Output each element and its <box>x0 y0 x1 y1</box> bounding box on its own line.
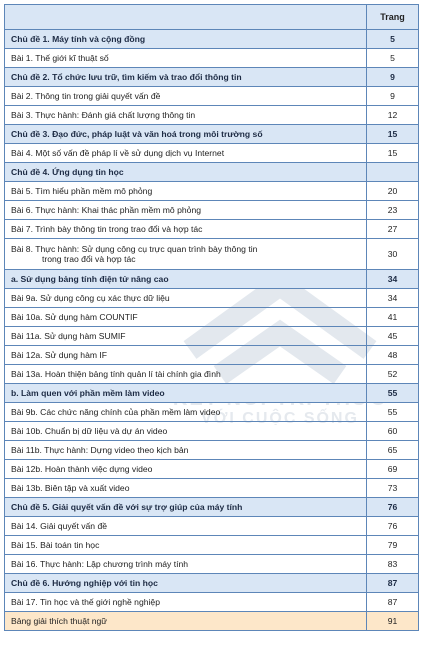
toc-entry-title <box>5 612 367 631</box>
toc-page-number: 69 <box>367 460 419 479</box>
toc-page-number: 87 <box>367 593 419 612</box>
toc-page-number: 79 <box>367 536 419 555</box>
toc-page-number: 12 <box>367 106 419 125</box>
toc-entry-text: Bài 8. Thực hành: Sử dụng công cụ trực quan trình bày thông tin <box>11 244 258 254</box>
toc-entry-title <box>5 365 367 384</box>
toc-entry-title <box>5 144 367 163</box>
toc-entry-title <box>5 87 367 106</box>
toc-page-number: 91 <box>367 612 419 631</box>
toc-entry-title <box>5 593 367 612</box>
toc-page-number: 5 <box>367 49 419 68</box>
toc-entry-title <box>5 460 367 479</box>
toc-lesson-row <box>5 593 419 612</box>
toc-entry-text: Bài 15. Bài toán tin học <box>11 540 100 550</box>
toc-lesson-row <box>5 239 419 270</box>
toc-lesson-row <box>5 87 419 106</box>
toc-entry-text: b. Làm quen với phần mềm làm video <box>11 388 165 398</box>
toc-entry-text: Bài 13a. Hoàn thiện bảng tính quản lí tài chính gia đình <box>11 369 221 379</box>
toc-page-number: 9 <box>367 68 419 87</box>
toc-chapter-row <box>5 574 419 593</box>
toc-entry-text: Chủ đề 3. Đạo đức, pháp luật và văn hoá trong môi trường số <box>11 129 263 139</box>
toc-lesson-row <box>5 536 419 555</box>
toc-lesson-row <box>5 365 419 384</box>
header-blank <box>5 5 367 30</box>
toc-entry-text: Bài 5. Tìm hiểu phần mềm mô phỏng <box>11 186 153 196</box>
toc-entry-text: Bài 12a. Sử dụng hàm IF <box>11 350 108 360</box>
toc-entry-text: Bài 12b. Hoàn thành việc dựng video <box>11 464 153 474</box>
toc-entry-title <box>5 182 367 201</box>
toc-page-number: 41 <box>367 308 419 327</box>
toc-lesson-row <box>5 144 419 163</box>
toc-entry-title <box>5 125 367 144</box>
toc-entry-text: Bài 4. Một số vấn đề pháp lí về sử dụng dịch vụ Internet <box>11 148 225 158</box>
toc-entry-title <box>5 346 367 365</box>
toc-chapter-row <box>5 125 419 144</box>
toc-entry-title <box>5 517 367 536</box>
toc-page-number: 9 <box>367 87 419 106</box>
toc-body <box>5 30 419 631</box>
toc-lesson-row <box>5 441 419 460</box>
toc-entry-text: Chủ đề 5. Giải quyết vấn đề với sự trợ giúp của máy tính <box>11 502 243 512</box>
toc-entry-text: Bảng giải thích thuật ngữ <box>11 616 108 626</box>
toc-entry-title <box>5 106 367 125</box>
toc-entry-text: Bài 9a. Sử dụng công cụ xác thực dữ liệu <box>11 293 170 303</box>
toc-entry-title <box>5 441 367 460</box>
toc-entry-title <box>5 30 367 49</box>
toc-entry-title <box>5 270 367 289</box>
toc-page-number: 83 <box>367 555 419 574</box>
toc-lesson-row <box>5 517 419 536</box>
toc-entry-text: Chủ đề 2. Tổ chức lưu trữ, tìm kiếm và trao đổi thông tin <box>11 72 242 82</box>
toc-lesson-row <box>5 403 419 422</box>
table-of-contents <box>4 4 419 631</box>
toc-lesson-row <box>5 308 419 327</box>
toc-entry-text: Bài 3. Thực hành: Đánh giá chất lượng thông tin <box>11 110 196 120</box>
toc-entry-text: Bài 14. Giải quyết vấn đề <box>11 521 108 531</box>
toc-entry-text: Bài 11b. Thực hành: Dựng video theo kịch bản <box>11 445 189 455</box>
toc-entry-title <box>5 308 367 327</box>
toc-chapter-row <box>5 163 419 182</box>
toc-lesson-row <box>5 479 419 498</box>
toc-entry-text: Chủ đề 4. Ứng dụng tin học <box>11 167 124 177</box>
toc-entry-text: Bài 1. Thế giới kĩ thuật số <box>11 53 109 63</box>
toc-entry-text: Bài 10a. Sử dụng hàm COUNTIF <box>11 312 138 322</box>
toc-entry-text: Bài 11a. Sử dụng hàm SUMIF <box>11 331 126 341</box>
toc-chapter-row <box>5 30 419 49</box>
toc-entry-title <box>5 289 367 308</box>
toc-entry-title <box>5 574 367 593</box>
toc-entry-text: Bài 17. Tin học và thế giới nghề nghiệp <box>11 597 160 607</box>
toc-entry-text: Bài 2. Thông tin trong giải quyết vấn đề <box>11 91 161 101</box>
toc-page-number: 60 <box>367 422 419 441</box>
toc-page-number: 73 <box>367 479 419 498</box>
toc-page-number: 48 <box>367 346 419 365</box>
toc-entry-text: Bài 16. Thực hành: Lập chương trình máy tính <box>11 559 189 569</box>
toc-entry-title <box>5 239 367 270</box>
toc-page-number: 27 <box>367 220 419 239</box>
toc-entry-title <box>5 403 367 422</box>
toc-page-number: 30 <box>367 239 419 270</box>
toc-entry-text: Chủ đề 1. Máy tính và cộng đồng <box>11 34 146 44</box>
toc-lesson-row <box>5 327 419 346</box>
toc-chapter-row <box>5 270 419 289</box>
toc-page-number: 15 <box>367 144 419 163</box>
toc-entry-text: Bài 7. Trình bày thông tin trong trao đổi và hợp tác <box>11 224 203 234</box>
toc-lesson-row <box>5 460 419 479</box>
toc-lesson-row <box>5 182 419 201</box>
toc-entry-title <box>5 422 367 441</box>
toc-entry-title <box>5 49 367 68</box>
toc-entry-title <box>5 498 367 517</box>
toc-lesson-row <box>5 422 419 441</box>
toc-chapter-row <box>5 68 419 87</box>
toc-entry-text: Bài 9b. Các chức năng chính của phần mềm làm video <box>11 407 221 417</box>
toc-page-number: 45 <box>367 327 419 346</box>
toc-page-number: 5 <box>367 30 419 49</box>
toc-page-number: 34 <box>367 289 419 308</box>
toc-entry-title <box>5 68 367 87</box>
toc-page-number: 76 <box>367 517 419 536</box>
toc-lesson-row <box>5 49 419 68</box>
toc-entry-title <box>5 479 367 498</box>
toc-page-number: 15 <box>367 125 419 144</box>
toc-page-number: 87 <box>367 574 419 593</box>
toc-entry-title <box>5 201 367 220</box>
toc-entry-text: Bài 6. Thực hành: Khai thác phần mềm mô phỏng <box>11 205 201 215</box>
toc-page-number: 65 <box>367 441 419 460</box>
toc-chapter-row <box>5 498 419 517</box>
toc-page-number: 55 <box>367 403 419 422</box>
toc-lesson-row <box>5 106 419 125</box>
table-header <box>5 5 419 30</box>
toc-entry-text: a. Sử dụng bảng tính điện tử nâng cao <box>11 274 169 284</box>
toc-lesson-row <box>5 289 419 308</box>
toc-entry-title <box>5 555 367 574</box>
toc-entry-title <box>5 163 367 182</box>
toc-chapter-row <box>5 384 419 403</box>
watermark-line2: VỚI CUỘC SỐNG <box>201 410 359 425</box>
toc-entry-title <box>5 384 367 403</box>
toc-glossary-row <box>5 612 419 631</box>
toc-page-number: 34 <box>367 270 419 289</box>
header-page-label: Trang <box>367 5 419 30</box>
toc-entry-text-continued: trong trao đổi và hợp tác <box>42 254 136 264</box>
toc-page-number: 76 <box>367 498 419 517</box>
toc-entry-title <box>5 327 367 346</box>
toc-entry-title <box>5 220 367 239</box>
toc-page-number: 55 <box>367 384 419 403</box>
toc-lesson-row <box>5 201 419 220</box>
toc-lesson-row <box>5 346 419 365</box>
toc-page-number: 20 <box>367 182 419 201</box>
toc-page-number: 52 <box>367 365 419 384</box>
toc-entry-text: Bài 13b. Biên tập và xuất video <box>11 483 130 493</box>
toc-page-number: 23 <box>367 201 419 220</box>
toc-lesson-row <box>5 555 419 574</box>
toc-lesson-row <box>5 220 419 239</box>
toc-entry-text: Chủ đề 6. Hướng nghiệp với tin học <box>11 578 158 588</box>
toc-page-number <box>367 163 419 182</box>
toc-entry-title <box>5 536 367 555</box>
toc-entry-text: Bài 10b. Chuẩn bị dữ liệu và dự án video <box>11 426 168 436</box>
